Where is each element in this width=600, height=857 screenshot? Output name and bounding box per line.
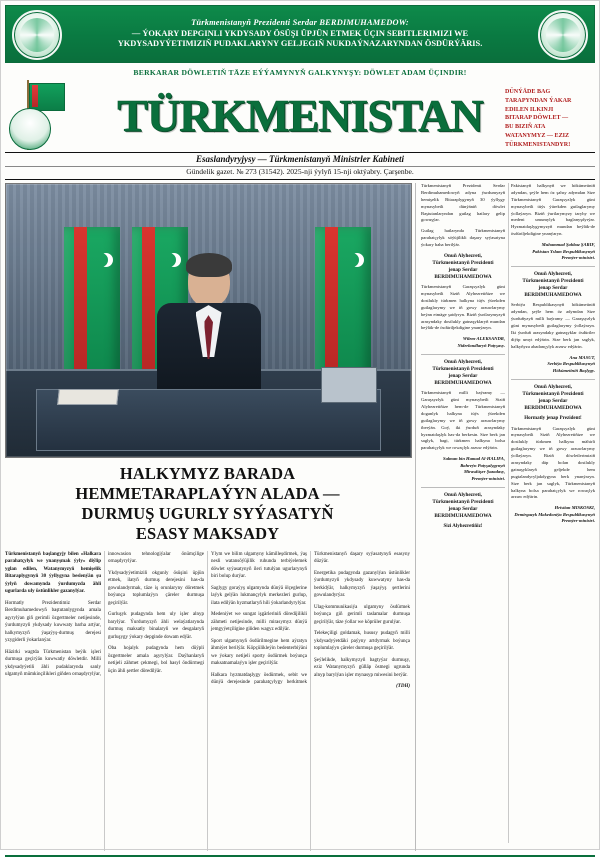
signer-title: Niderlandlaryň Patyşasy. bbox=[457, 342, 505, 348]
slogan-line-2: TARAPYNDAN ÝAKAR bbox=[505, 97, 572, 104]
article-signature: (TDH) bbox=[396, 684, 410, 690]
greeting-addressee-2: Türkmenistanyň Prezidenti bbox=[522, 278, 584, 285]
slogan-line-7: TÜRKMENISTANDYR! bbox=[505, 141, 571, 148]
slogan-line-1: DÜNÝÄDE BAG bbox=[505, 89, 551, 95]
greeting-addressee-2: Türkmenistanyň Prezidenti bbox=[432, 498, 494, 505]
greeting-body: Türkmenistanyň Garaşsyzlyk güni mynasybetli Siziň Alyhezretiňize we dostlukly türkmen halkyna mähirli gutlaglarymy we iň gowy arzuwlarymy ýollaýaryn. Biziň döwletlerimiziň arasyndaky däp bolan dostlukly gatnaşyklaryň geljekde hem pugtalandyryljakdygyna berk ynanýaryn. Size berk jan saglyk, Türkmenistanyň halkyna bolsa parahatçylyk we rowaçlyk arzuw edýärin. bbox=[511, 425, 595, 500]
greeting-signature bbox=[421, 456, 505, 482]
greeting-signature bbox=[511, 505, 595, 524]
masthead-slogan bbox=[505, 88, 591, 150]
main-column bbox=[5, 183, 410, 851]
headline-line-2: HEMMETARAPLAÝYN ALADA — bbox=[75, 484, 340, 504]
headline-line-1: HALKYMYZ BARADA bbox=[119, 464, 296, 484]
article-paragraph: Ykdysadyýetimiziň okgunly ösüşini üpjün etmek, ilatyň durmuş derejesini has-da gowulandyrmak, täze iş orunlaryny döretmek boýunça toplumlaýyn çäreler durmuşa geçirilýär. bbox=[108, 570, 204, 606]
article-paragraph: Gurluşyk pudagynda hem uly işler alnyp barylýar. Ýurdumyzyň ähli welaýatlarynda durmuş maksatly binalaryň we desgalaryň gurluşygy ýokary depginde dowam edýär. bbox=[108, 612, 204, 640]
greeting-body: Türkmenistanyň Garaşsyzlyk güni mynasybetli Siziň Alyhezretiňize we dostlukly türkmen halkyna tüýs ýürekden gutlaglarymy we iň gowy arzuwlarymy beýan etmäge şatdyryn. Biziň ýurtlarymyzyň arasyndaky dostlukly gatnaşyklaryň mundan beýläk-de ösdüriljekdigine ynanýaryn. bbox=[421, 284, 505, 331]
founder-line: Esaslandyryjysy — Türkmenistanyň Ministrler Kabineti bbox=[195, 154, 405, 164]
banner-line-1: Türkmenistanyň Prezidenti Serdar BERDIMUHAMEDOW: bbox=[191, 18, 409, 28]
article-paragraph: Medeniýet we sungat işgärleriniň döredijilikli zähmeti netijesinde, milli mirasymyz dünýä jemgyýetçiligine giňden wagyz edilýär. bbox=[211, 612, 307, 633]
greeting-heading bbox=[421, 253, 505, 281]
greeting-addressee-1: Onuň Alyhezreti, bbox=[444, 253, 482, 260]
greeting-addressee-3: jenap Serdar BERDIMUHAMEDOWA bbox=[524, 285, 582, 299]
article-paragraph: Energetika pudagynda gazanylýan üstünlikler ýurdumyzyň ykdysady kuwwatyny has-da berkidýär, halkymyzyň ýaşaýyş şertlerini gowulandyrýar. bbox=[314, 570, 410, 599]
article-paragraph: Hormatly Prezidentimiz Serdar Berdimuhamedowyň baştutanlygynda amala aşyrylýan giň gerimli özgertmeler netijesinde, ýurdumyzyň ykdysady kuwwaty barha artýar, halkymyzyň ýaşaýyş-durmuş derejesi yzygiderli ýokarlanýar. bbox=[5, 600, 101, 644]
slogan-line-5: BU BIZIŇ ATA bbox=[505, 124, 546, 131]
greeting-salutation: Sizi Alyhezretiňiz! bbox=[443, 523, 483, 529]
article-paragraph: Şeýlelikde, halkymyzyň bagtyýar durmuşy, eziz Watanymyzyň gülläp ösmegi ugrunda alnyp barylýan işler mynasyp miwesini berýär. bbox=[314, 657, 410, 678]
signer-name: Wilem-ALEKSANDR, bbox=[462, 336, 505, 342]
banner-line-2: — ÝOKARY DEPGINLI YKDYSADY ÖSÜŞI ÜPJÜN ETMEK ÜÇIN SEBITLERIMIZI WE bbox=[131, 28, 469, 38]
greeting-divider bbox=[511, 266, 595, 267]
signer-title-2: Premýer-ministri. bbox=[561, 518, 595, 524]
greeting-addressee-3: jenap Serdar BERDIMUHAMEDOWA bbox=[434, 505, 492, 519]
greeting-signature bbox=[511, 355, 595, 374]
slogan-line-6: WATANYMYZ — EZIZ bbox=[505, 133, 570, 140]
greeting-signature bbox=[511, 242, 595, 261]
article-paragraph: Ylym we bilim ulgamyny kämilleşdirmek, ýaş nesli watansöýüjilik ruhunda terbiýelemek döwlet syýasatynyň ileri tutulýan ugurlarynyň biri bolup durýar. bbox=[211, 551, 307, 580]
greeting-addressee-1: Onuň Alyhezreti, bbox=[444, 491, 482, 498]
page-title: TÜRKMENISTAN bbox=[117, 89, 483, 141]
signer-name: Salman bin Hamad Al-HALIFA, bbox=[443, 456, 505, 462]
greeting-addressee-1: Onuň Alyhezreti, bbox=[444, 359, 482, 366]
greeting-body: Türkmenistanyň milli baýramy — Garaşsyzlyk güni mynasybetli Siziň Alyhezretiňize hem-de Türkmenistanyň doganlyk halkyna tüýs ýürekden gutlaglarymy we iň gowy arzuwlarymy iberýän. Goý, iki ýurduň arasyndaky hyzmatdaşlyk has-da berkesin. Size berk jan saglyk, bagt, türkmen halkyna bolsa parahatçylyk we rowaçlyk arzuw edýärin. bbox=[421, 390, 505, 451]
intro-paragraph: Gutlag hatlarynda Türkmenistanyň parahatçylyk söýüjilikli daşary syýasatyna ýokary baha berilýär. bbox=[421, 228, 505, 248]
greeting-heading bbox=[421, 492, 505, 520]
signer-title: Serbiýa Respublikasynyň bbox=[547, 361, 595, 367]
greeting-heading bbox=[511, 271, 595, 299]
article-paragraph: Telekeçiligi goldamak, hususy pudagyň milli ykdysadyýetdäki paýyny artdyrmak boýunça toplumlaýyn çäreler durmuşa geçirilýär. bbox=[314, 631, 410, 652]
signer-title-3: Premýer-ministri. bbox=[471, 475, 505, 481]
greeting-divider bbox=[421, 354, 505, 355]
article-paragraph: Saglygy goraýyş ulgamynda dünýä ölçeglerine laýyk gelýän lukmançylyk merkezleri gurlup, ilata edilýän hyzmatlaryň hili ýokarlandyrylýar. bbox=[211, 585, 307, 606]
greeting-addressee-1: Onuň Alyhezreti, bbox=[534, 383, 572, 390]
signer-name: Hristian MISKOSKI, bbox=[554, 505, 595, 511]
article-lead: Türkmenistanyň başlangyjy bilen «Halkara parahatçylyk we ynanyşmak ýyly» diýlip yglan edilen, Watanymyzyň hemişelik Bitaraplygynyň 30 ýyllygyna beslenýän şu ýylyň dowamynda ýurdumyzda ähli ugurlarda uly üstünlikler gazanylýar. bbox=[5, 551, 101, 595]
issue-divider bbox=[5, 179, 595, 180]
state-emblem-icon-right bbox=[538, 10, 588, 60]
signer-title: Pakistan Yslam Respublikasynyň bbox=[532, 248, 595, 254]
signer-title: Demirgazyk Makedoniýa Respublikasynyň bbox=[514, 511, 595, 517]
greeting-addressee-1: Onuň Alyhezreti, bbox=[534, 271, 572, 278]
article-paragraph: Häzirki wagtda Türkmenistan beýik işleri durmuşa geçirýän kuwwatly döwletdir. Milli ykdysadyýetiň ähli pudaklarynda sanly ulgamyň mümkinçilikleri giňden ornaşdyrylýar, innowasion tehnologiýalar önümçilige ornaşdyrylýar. bbox=[5, 551, 204, 678]
motto-strip: BERKARAR DÖWLETIŇ TÄZE EÝÝAMYNYŇ GALKYNYŞY: DÖWLET ADAM ÜÇINDIR! bbox=[133, 68, 467, 77]
banner-text bbox=[62, 16, 539, 52]
signer-title-2: Hökümetiniň Başlygy. bbox=[552, 367, 595, 373]
headline-line-3: DURMUŞ UGURLY SYÝASATYŇ bbox=[81, 504, 334, 524]
banner-line-3: YKDYSADYÝETIMIZIŇ PUDAKLARYNY GELJEGIŇ NUKDAÝNAZARYNDAN ÖSDÜRÝÄRIS. bbox=[117, 39, 483, 49]
greeting-addressee-3: jenap Serdar BERDIMUHAMEDOWA bbox=[434, 267, 492, 281]
masthead-emblem-icon bbox=[9, 108, 51, 150]
masthead-divider bbox=[5, 152, 595, 153]
greetings-text bbox=[421, 183, 595, 843]
article-paragraph: Halkara hyzmatdaşlygy ösdürmek, sebit we dünýä derejesinde parahatçylygy berkitmek Türkmenistanyň daşary syýasatynyň esasyny düzýär. bbox=[211, 551, 410, 686]
lead-photo bbox=[5, 183, 412, 458]
greeting-body: Serbiýa Respublikasynyň hökümetiniň adyndan, şeýle hem öz adymdan Size ýurduňyzyň milli baýramy — Garaşsyzlyk güni mynasybetli gutlaglarymy ýollaýaryn. Iki ýurduň arasyndaky gatnaşyklar ösdüriler diýip umyt edýärin. Size berk jan saglyk, halkyňyza abadançylyk arzuw edýärin. bbox=[511, 302, 595, 349]
greeting-salutation: Hormatly jenap Prezident! bbox=[524, 416, 582, 422]
greeting-addressee-3: jenap Serdar BERDIMUHAMEDOWA bbox=[434, 373, 492, 387]
greeting-addressee-3: jenap Serdar BERDIMUHAMEDOWA bbox=[524, 397, 582, 411]
article-paragraph: Oba hojalyk pudagynda hem düýpli özgertmeler amala aşyrylýar. Daýhanlaryň netijeli zähmet çekmegi, bol hasyl öndürmegi üçin ähli şertler döredilýär. bbox=[108, 646, 204, 674]
article-headline bbox=[5, 464, 410, 545]
intro-paragraph: Türkmenistanyň Prezidenti Serdar Berdimuhamedowyň adyna ýurdumyzyň hemişelik Bitaraplygynyň 30 ýyllygy mynasybetli dünýäniň döwlet Baştutanlaryndan gutlag hatlary gelip gowuşýar. bbox=[421, 183, 505, 223]
greeting-addressee-2: Türkmenistanyň Prezidenti bbox=[522, 390, 584, 397]
issue-line: Gündelik gazet. № 273 (31542). 2025-nji ýylyň 15-nji oktýabry. Çarşenbe. bbox=[186, 167, 414, 176]
article-paragraph: Sport ulgamynyň ösdürilmegine hem aýratyn ähmiýet berilýär. Köpçülikleýin bedenterbiýäni we ýokary netijeli sporty ösdürmek boýunça maksatnamalaýyn işler geçirilýär. bbox=[211, 638, 307, 667]
article-paragraph: Ulag-kommunikasiýa ulgamyny ösdürmek boýunça giň gerimli taslamalar durmuşa geçirilýär, täze ýollar we köprüler gurulýar. bbox=[314, 604, 410, 625]
greeting-addressee-2: Türkmenistanyň Prezidenti bbox=[432, 366, 494, 373]
greetings-column bbox=[415, 183, 595, 851]
top-banner bbox=[5, 5, 595, 63]
content-area bbox=[5, 183, 595, 851]
greeting-heading bbox=[511, 384, 595, 412]
greeting-divider bbox=[421, 487, 505, 488]
greeting-heading bbox=[421, 359, 505, 387]
greeting-body: Pakistanyň halkynyň we hökümetiniň adyndan, şeýle hem öz şahsy adymdan Size Türkmenistanyň Garaşsyzlyk güni mynasybetli tüýs ýürekden gutlaglarymy ýollaýaryn. Biziň ýurtlarymyzy taryhy we medeni umumylyk baglanyşdyrýar. Hyzmatdaşlygymyzyň mundan beýläk-de ösdüriljekdigine ynanýaryn. bbox=[511, 183, 595, 237]
signer-title-2: Mirasdüşer Şazadasy, bbox=[463, 469, 505, 475]
slogan-line-4: BITARAP DÖWLET — bbox=[505, 115, 569, 122]
signer-title-2: Premýer-ministri. bbox=[561, 254, 595, 260]
signer-title: Bahreýn Patyşalygynyň bbox=[460, 462, 505, 468]
masthead bbox=[5, 78, 595, 152]
greeting-addressee-2: Türkmenistanyň Prezidenti bbox=[432, 260, 494, 267]
signer-name: Muhammad Şahbaz ŞARIF, bbox=[541, 242, 595, 248]
greeting-divider bbox=[511, 379, 595, 380]
slogan-line-3: EDILEN ILKINJI bbox=[505, 106, 554, 113]
state-emblem-icon bbox=[12, 10, 62, 60]
signer-name: Ana MASUT, bbox=[569, 354, 595, 360]
greeting-signature bbox=[421, 336, 505, 349]
headline-line-4: ESASY MAKSADY bbox=[135, 524, 280, 544]
article-body bbox=[5, 551, 410, 851]
